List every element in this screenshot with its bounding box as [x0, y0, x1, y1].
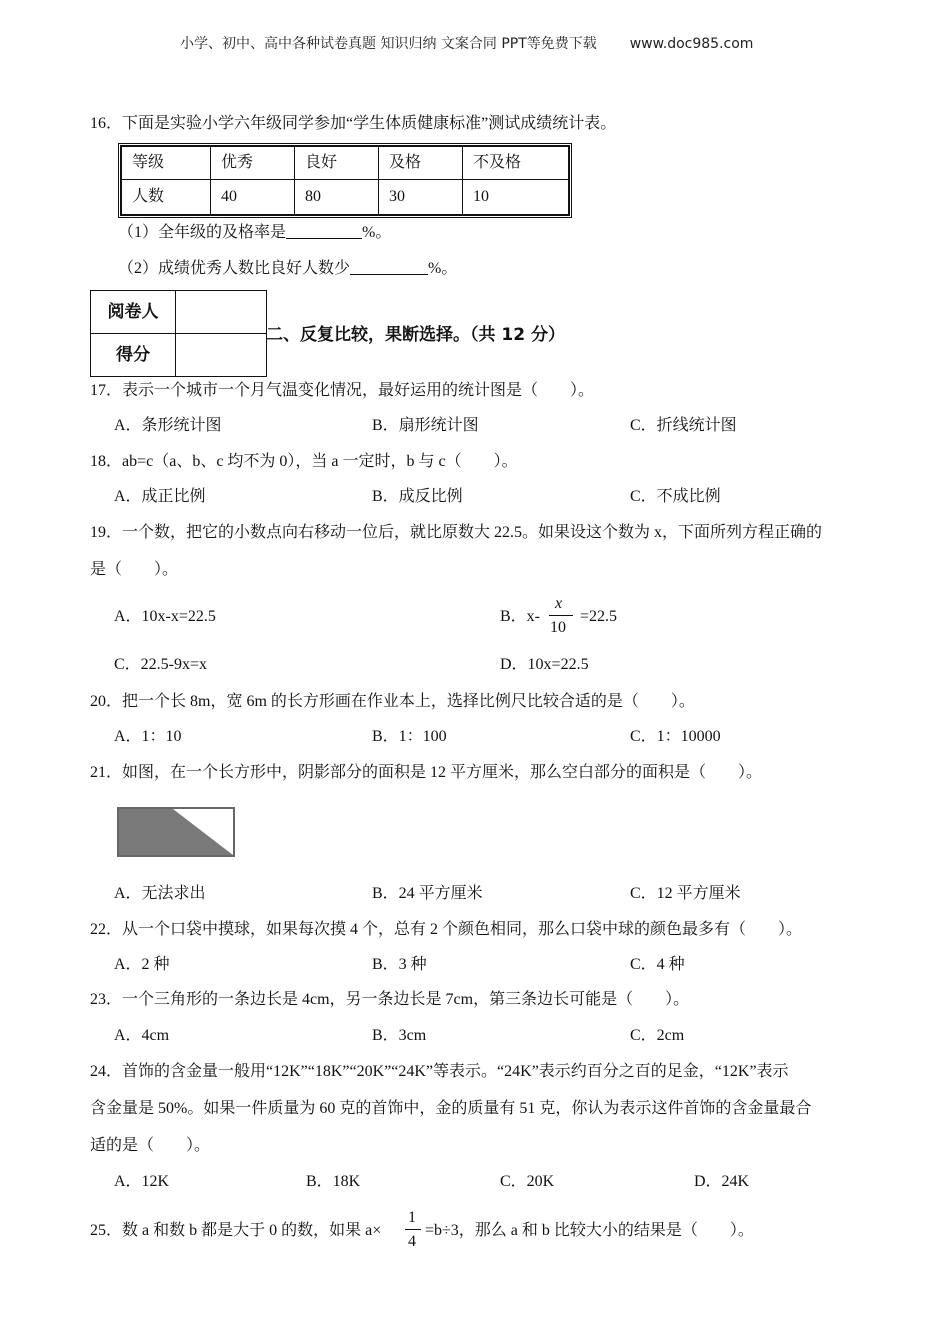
q19-option-b-prefix: B．x- [500, 608, 541, 625]
q23-option-b: B．3cm [372, 1027, 427, 1044]
q20-option-b: B．1：100 [372, 728, 447, 745]
q25-fraction [405, 1208, 421, 1252]
fraction-bar [549, 615, 573, 616]
table-cell: 等级 [122, 147, 211, 180]
q20-option-c: C．1：10000 [630, 728, 721, 745]
score-box [90, 290, 267, 377]
q21-option-c: C．12 平方厘米 [630, 885, 741, 902]
header-text: 小学、初中、高中各种试卷真题 知识归纳 文案合同 PPT等免费下载 [180, 36, 597, 52]
fraction-denominator: 4 [408, 1233, 416, 1250]
q24-stem-line2: 含金量是 50%。如果一件质量为 60 克的首饰中，金的质量有 51 克，你认为表示这件首饰的含金量最合 [90, 1100, 812, 1117]
q18-stem: 18．ab=c（a、b、c 均不为 0），当 a 一定时，b 与 c（ ）。 [90, 453, 518, 470]
q21-stem: 21．如图，在一个长方形中，阴影部分的面积是 12 平方厘米，那么空白部分的面积是（ ）。 [90, 764, 763, 781]
q23-option-c: C．2cm [630, 1027, 685, 1044]
table-cell: 及格 [379, 147, 463, 180]
q16-table [121, 146, 569, 215]
q16-sub2-text: （2）成绩优秀人数比良好人数少 [118, 260, 351, 277]
answer-blank[interactable] [286, 223, 362, 239]
q21-option-a: A．无法求出 [114, 885, 206, 902]
q24-option-d: D．24K [694, 1173, 750, 1190]
reviewer-label: 阅卷人 [91, 291, 176, 334]
page-header [180, 36, 753, 53]
q17-option-b: B．扇形统计图 [372, 417, 479, 434]
q22-option-c: C．4 种 [630, 956, 685, 973]
table-cell: 优秀 [211, 147, 295, 180]
table-cell: 80 [295, 180, 379, 215]
answer-blank[interactable] [350, 259, 428, 275]
q16-sub1 [118, 223, 391, 242]
fraction-numerator: 1 [408, 1209, 416, 1226]
q18-option-b: B．成反比例 [372, 488, 463, 505]
q22-option-a: A．2 种 [114, 956, 170, 973]
q21-option-b: B．24 平方厘米 [372, 885, 483, 902]
q23-stem: 23．一个三角形的一条边长是 4cm，另一条边长是 7cm，第三条边长可能是（ ）。 [90, 991, 690, 1008]
q17-option-c: C．折线统计图 [630, 417, 737, 434]
q16-sub2 [118, 259, 457, 278]
score-cell[interactable] [176, 334, 267, 377]
table-cell: 30 [379, 180, 463, 215]
q21-rectangle-figure [117, 807, 235, 857]
q23-option-a: A．4cm [114, 1027, 170, 1044]
table-cell: 不及格 [463, 147, 569, 180]
score-label: 得分 [91, 334, 176, 377]
q24-stem-line3: 适的是（ ）。 [90, 1137, 211, 1154]
q16-sub1-text: （1）全年级的及格率是 [118, 224, 287, 241]
q22-stem: 22．从一个口袋中摸球，如果每次摸 4 个，总有 2 个颜色相同，那么口袋中球的颜色最多有（ ）。 [90, 921, 803, 938]
q19-stem-line1: 19．一个数，把它的小数点向右移动一位后，就比原数大 22.5。如果设这个数为 x，下面所列方程正确的 [90, 524, 823, 541]
fraction-numerator: x [555, 595, 563, 612]
q24-option-b: B．18K [306, 1173, 361, 1190]
header-site: www.doc985.com [629, 36, 754, 52]
table-cell: 良好 [295, 147, 379, 180]
reviewer-cell[interactable] [176, 291, 267, 334]
q17-option-a: A．条形统计图 [114, 417, 222, 434]
q25-stem-prefix: 25．数 a 和数 b 都是大于 0 的数，如果 a× [90, 1222, 382, 1239]
q19-option-d: D．10x=22.5 [500, 656, 589, 673]
q16-sub2-suffix: %。 [428, 260, 458, 277]
q19-option-b-fraction [549, 594, 573, 638]
q18-option-a: A．成正比例 [114, 488, 206, 505]
table-cell: 10 [463, 180, 569, 215]
q24-option-c: C．20K [500, 1173, 555, 1190]
table-row [122, 180, 569, 215]
q16-table-frame [118, 143, 572, 218]
q25-stem-suffix: =b÷3，那么 a 和 b 比较大小的结果是（ ）。 [425, 1222, 754, 1239]
q19-option-c: C．22.5-9x=x [114, 656, 208, 673]
table-row [122, 147, 569, 180]
fraction-bar [405, 1229, 421, 1230]
fraction-denominator: 10 [550, 619, 566, 636]
q19-option-b-suffix: =22.5 [580, 608, 618, 625]
q20-option-a: A．1：10 [114, 728, 182, 745]
q17-stem: 17．表示一个城市一个月气温变化情况，最好运用的统计图是（ ）。 [90, 382, 595, 399]
q24-option-a: A．12K [114, 1173, 170, 1190]
q20-stem: 20．把一个长 8m，宽 6m 的长方形画在作业本上，选择比例尺比较合适的是（ ）。 [90, 693, 695, 710]
q19-stem-line2: 是（ ）。 [90, 561, 179, 578]
q16-sub1-suffix: %。 [362, 224, 392, 241]
q19-option-a: A．10x-x=22.5 [114, 608, 216, 625]
section-title: 二、反复比较，果断选择。（共 12 分） [266, 325, 565, 345]
table-cell: 人数 [122, 180, 211, 215]
table-cell: 40 [211, 180, 295, 215]
q16-stem: 16．下面是实验小学六年级同学参加“学生体质健康标准”测试成绩统计表。 [90, 115, 617, 132]
q18-option-c: C．不成比例 [630, 488, 721, 505]
q22-option-b: B．3 种 [372, 956, 427, 973]
q24-stem-line1: 24．首饰的含金量一般用“12K”“18K”“20K”“24K”等表示。“24K”表示约百分之百的足金，“12K”表示 [90, 1063, 789, 1080]
